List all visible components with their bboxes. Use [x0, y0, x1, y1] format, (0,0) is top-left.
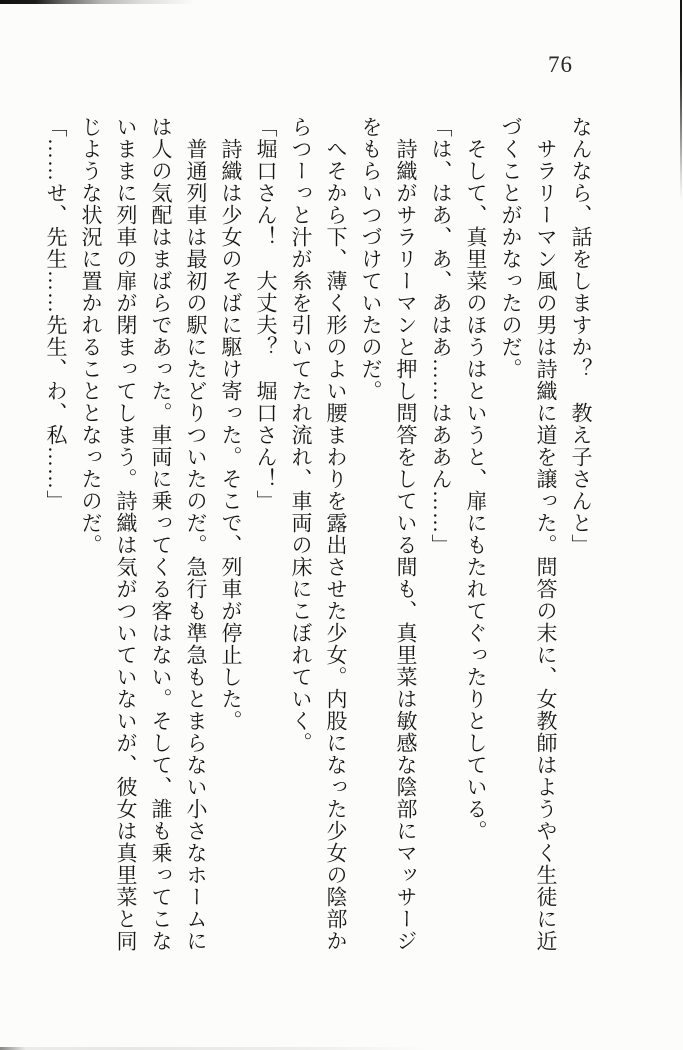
- page-spine-shadow: [680, 0, 682, 200]
- text-line: 詩織がサラリーマンと押し問答をしている間も、真里菜は敏感な陰部にマッサージ: [394, 116, 418, 952]
- body-text: [38, 116, 598, 958]
- text-line: をもらいつづけていたのだ。: [359, 116, 383, 402]
- text-line: そして、真里菜のほうはというと、扉にもたれてぐったりとしている。: [464, 116, 488, 842]
- page-number: 76: [548, 52, 573, 77]
- text-line: 「堀口さん！ 大丈夫？ 堀口さん！」: [254, 116, 278, 512]
- text-line: サラリーマン風の男は詩織に道を譲った。問答の末に、女教師はようやく生徒に近: [534, 116, 558, 952]
- text-line: 「……せ、先生……先生、わ、私……」: [44, 116, 68, 512]
- text-line: いままに列車の扉が閉まってしまう。詩織は気がついていないが、彼女は真里菜と同: [114, 116, 138, 952]
- text-line: 詩織は少女のそばに駆け寄った。そこで、列車が停止した。: [219, 116, 243, 732]
- text-line: らつーっと汁が糸を引いてたれ流れ、車両の床にこぼれていく。: [289, 116, 313, 754]
- text-line: 普通列車は最初の駅にたどりついたのだ。急行も準急もとまらない小さなホームに: [184, 116, 208, 952]
- text-line: へそから下、薄く形のよい腰まわりを露出させた少女。内股になった少女の陰部か: [324, 116, 348, 952]
- text-line: づくことがかなったのだ。: [499, 116, 523, 380]
- text-line: じような状況に置かれることとなったのだ。: [79, 116, 103, 556]
- text-line: は人の気配はまばらであった。車両に乗ってくる客はない。そして、誰も乗ってこな: [149, 116, 173, 952]
- text-line: 「は、はあ、あ、あはあ……はああん……」: [429, 116, 453, 556]
- text-line: なんなら、話をしますか？ 教え子さんと」: [569, 116, 593, 556]
- scan-smudge-top: [0, 0, 195, 4]
